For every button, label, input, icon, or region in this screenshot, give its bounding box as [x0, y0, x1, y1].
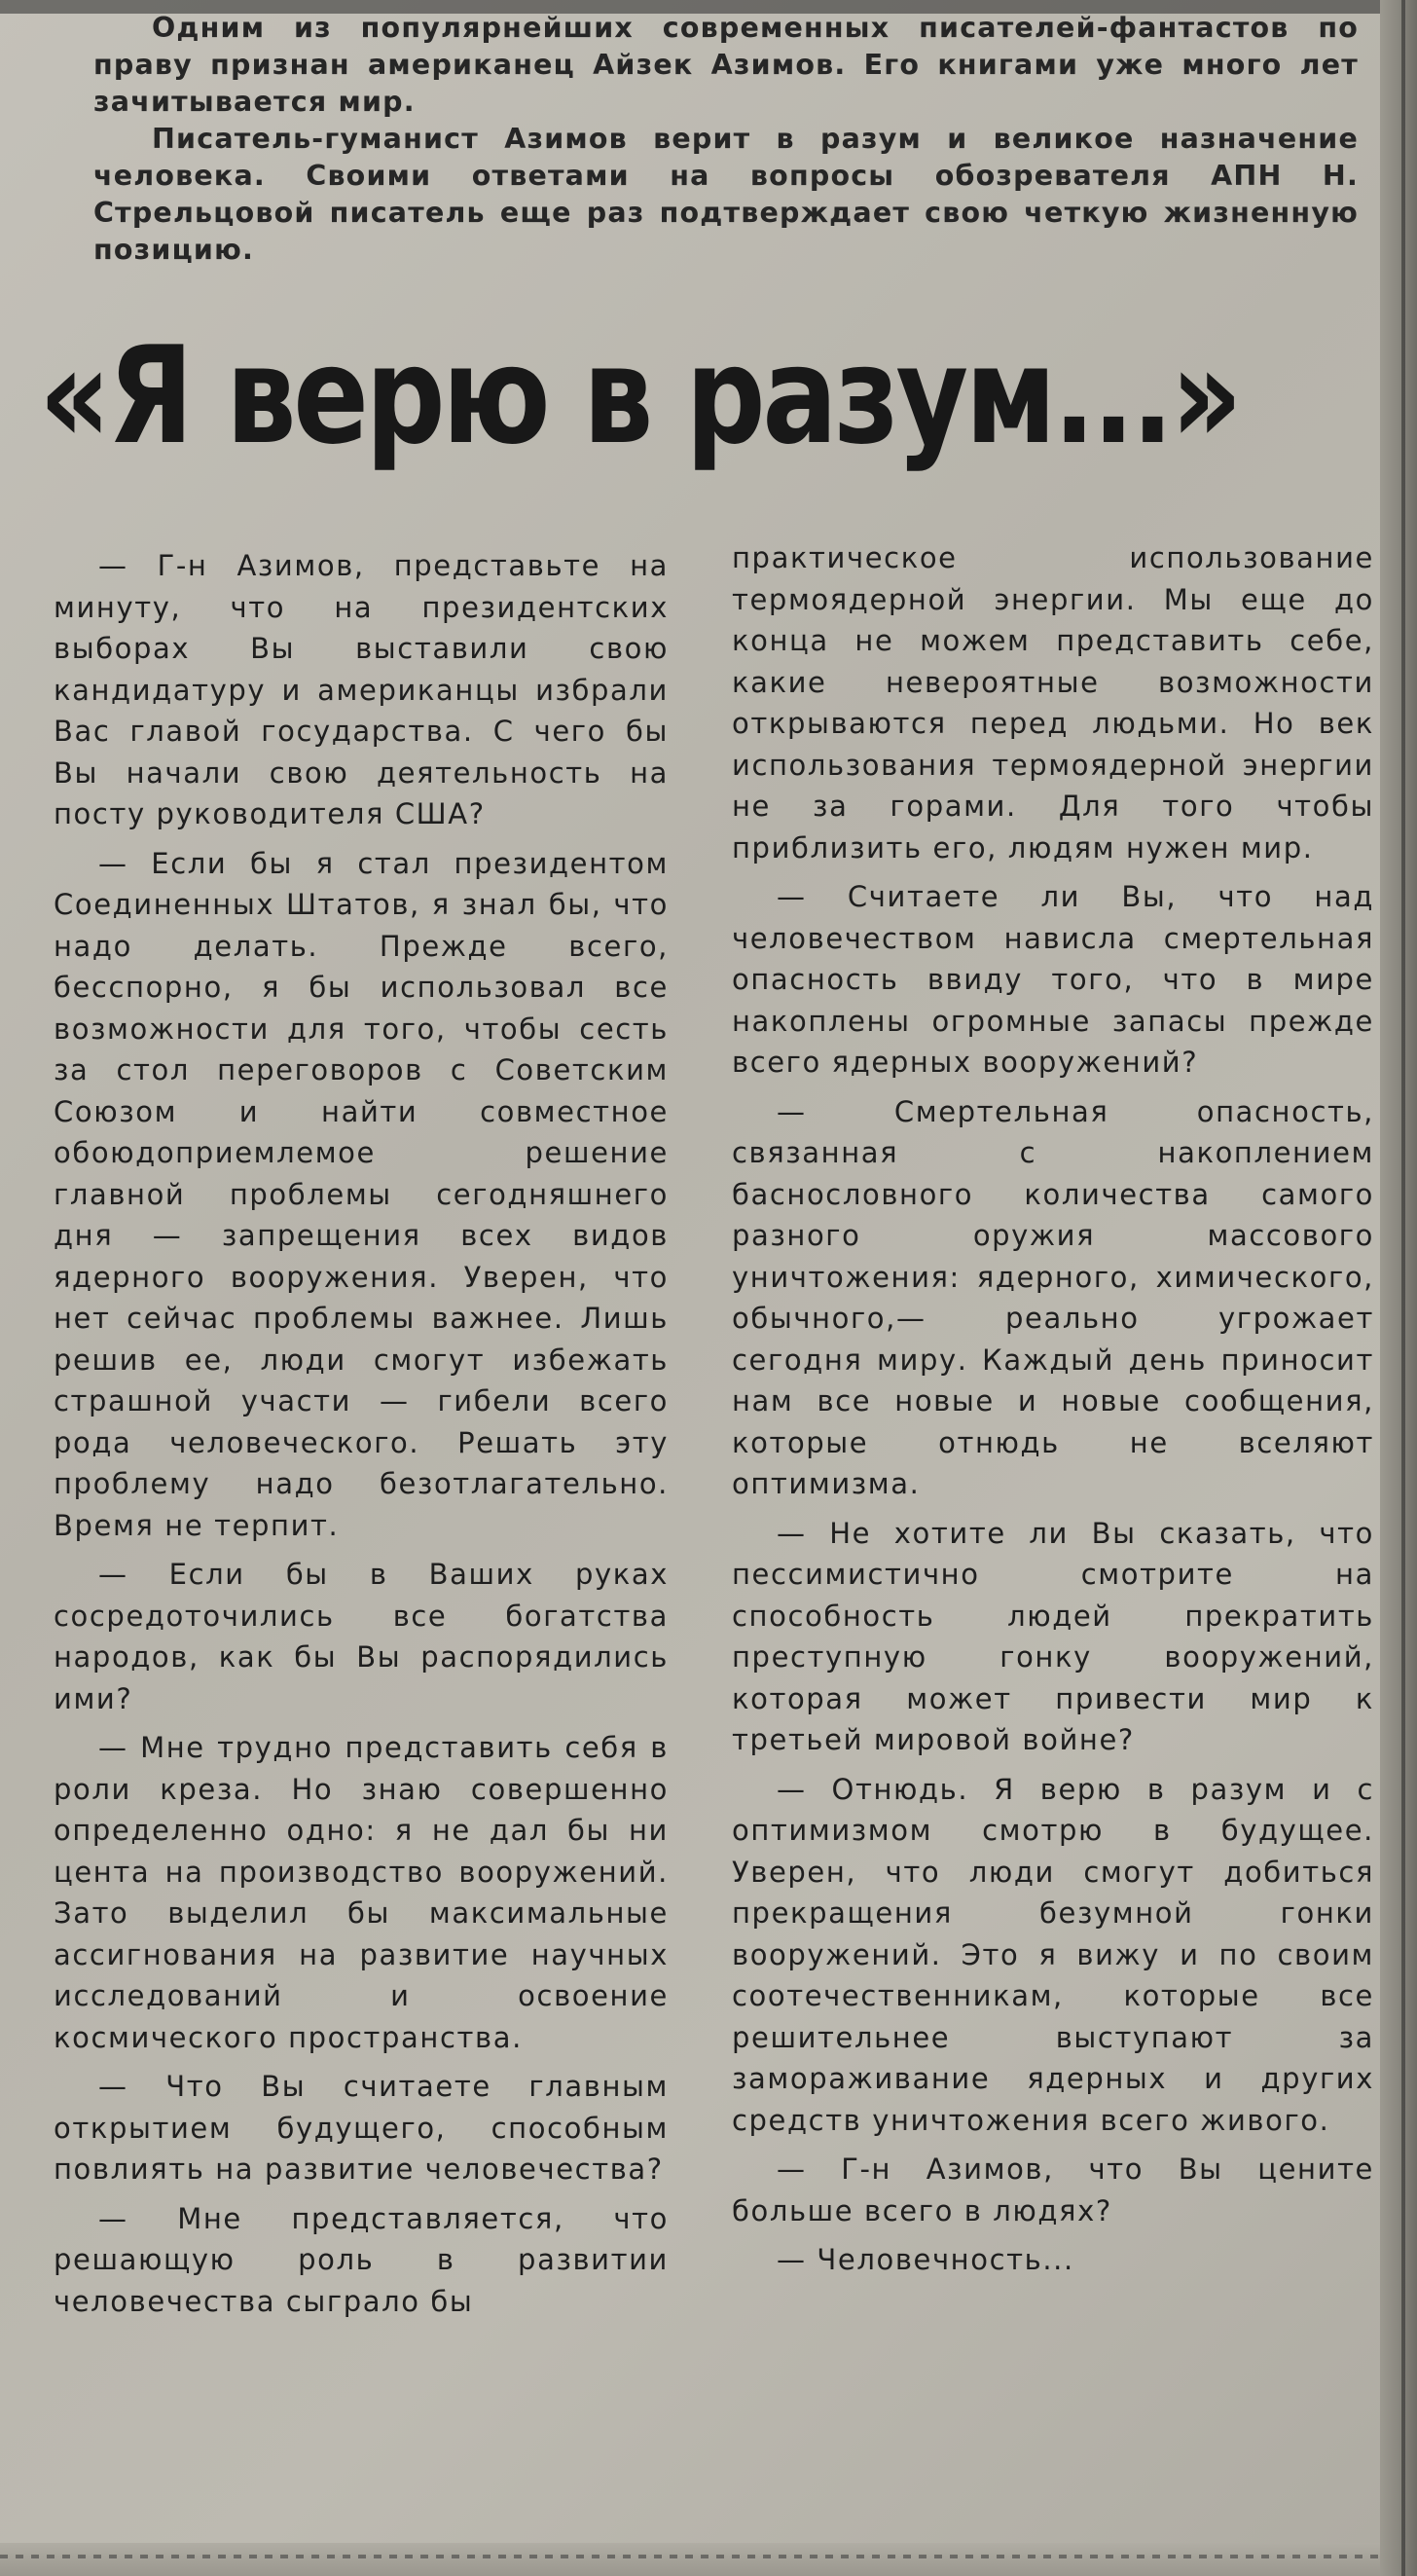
- interview-paragraph-continued: практическое использование термоядерной энергии. Мы еще до конца не можем представить себе, какие невероятные возможности открываются перед людьми. Но век использования термоядерной энергии не за горами. Для того чтобы приблизить его, людям нужен мир.: [732, 541, 1374, 865]
- interview-paragraph: — Если бы в Ваших руках сосредоточились все богатства народов, как бы Вы распорядились ими?: [54, 1558, 669, 1715]
- interview-paragraph: — Г-н Азимов, представьте на минуту, что на президентских выборах Вы выставили свою кандидатуру и американцы избрали Вас главой государства. С чего бы Вы начали свою деятельность на посту руководителя США?: [54, 549, 669, 830]
- column-rule: [1401, 0, 1405, 2576]
- interview-paragraph: — Смертельная опасность, связанная с накоплением баснословного количества самого разного оружия массового уничтожения: ядерного, химического, обычного,— реально угрожает сегодня миру. Каждый день приносит нам все новые и новые сообщения, которые отнюдь не вселяют оптимизма.: [732, 1094, 1374, 1500]
- interview-paragraph: — Человечность...: [777, 2243, 1074, 2276]
- interview-paragraph: — Что Вы считаете главным открытием будущего, способным повлиять на развитие человечества?: [54, 2070, 669, 2186]
- interview-paragraph: — Мне представляется, что решающую роль в развитии человечества сыграло бы: [54, 2201, 669, 2318]
- interview-paragraph: — Не хотите ли Вы сказать, что пессимистично смотрите на способность людей прекратить преступную гонку вооружений, которая может привести мир к третьей мировой войне?: [732, 1516, 1374, 1756]
- interview-paragraph: — Мне трудно представить себя в роли креза. Но знаю совершенно определенно одно: я не дал бы ни цента на производство вооружений. Зато выделил бы максимальные ассигнования на развитие научных исследований и освоение космического пространства.: [54, 1731, 669, 2054]
- lead-paragraph: Писатель-гуманист Азимов верит в разум и великое назначение человека. Своими ответами на вопросы обозревателя АПН Н. Стрельцовой писатель еще раз подтверждает свою четкую жизненную позицию.: [93, 123, 1359, 266]
- lead-paragraph: Одним из популярнейших современных писателей-фантастов по праву признан американец Айзек Азимов. Его книгами уже много лет зачитывается мир.: [93, 12, 1359, 118]
- interview-paragraph: — Г-н Азимов, что Вы цените больше всего в людях?: [732, 2153, 1374, 2227]
- article-column-right: [732, 537, 1374, 2289]
- interview-paragraph: — Отнюдь. Я верю в разум и с оптимизмом смотрю в будущее. Уверен, что люди смогут добиться прекращения безумной гонки вооружений. Это я вижу и по своим соотечественникам, которые все решительнее выступают за замораживание ядерных и других средств уничтожения всего живого.: [732, 1772, 1374, 2137]
- article-lead: [93, 10, 1359, 269]
- page-bottom-edge: [0, 2543, 1380, 2576]
- interview-paragraph: — Если бы я стал президентом Соединенных Штатов, я знал бы, что надо делать. Прежде всего, бесспорно, я бы использовал все возможности для того, чтобы сесть за стол переговоров с Советским Союзом и найти совместное обоюдоприемлемое решение главной проблемы сегодняшнего дня — запрещения всех видов ядерного вооружения. Уверен, что нет сейчас проблемы важнее. Лишь решив ее, люди смогут избежать страшной участи — гибели всего рода человеческого. Решать эту проблему надо безотлагательно. Время не терпит.: [54, 846, 669, 1542]
- article-headline: «Я верю в разум...»: [39, 317, 1240, 474]
- page-edge-shadow: [1380, 0, 1417, 2576]
- bottom-dotted-rule: [0, 2555, 1380, 2558]
- interview-paragraph: — Считаете ли Вы, что над человечеством нависла смертельная опасность ввиду того, что в мире накоплены огромные запасы прежде всего ядерных вооружений?: [732, 880, 1374, 1079]
- article-column-left: [54, 545, 669, 2330]
